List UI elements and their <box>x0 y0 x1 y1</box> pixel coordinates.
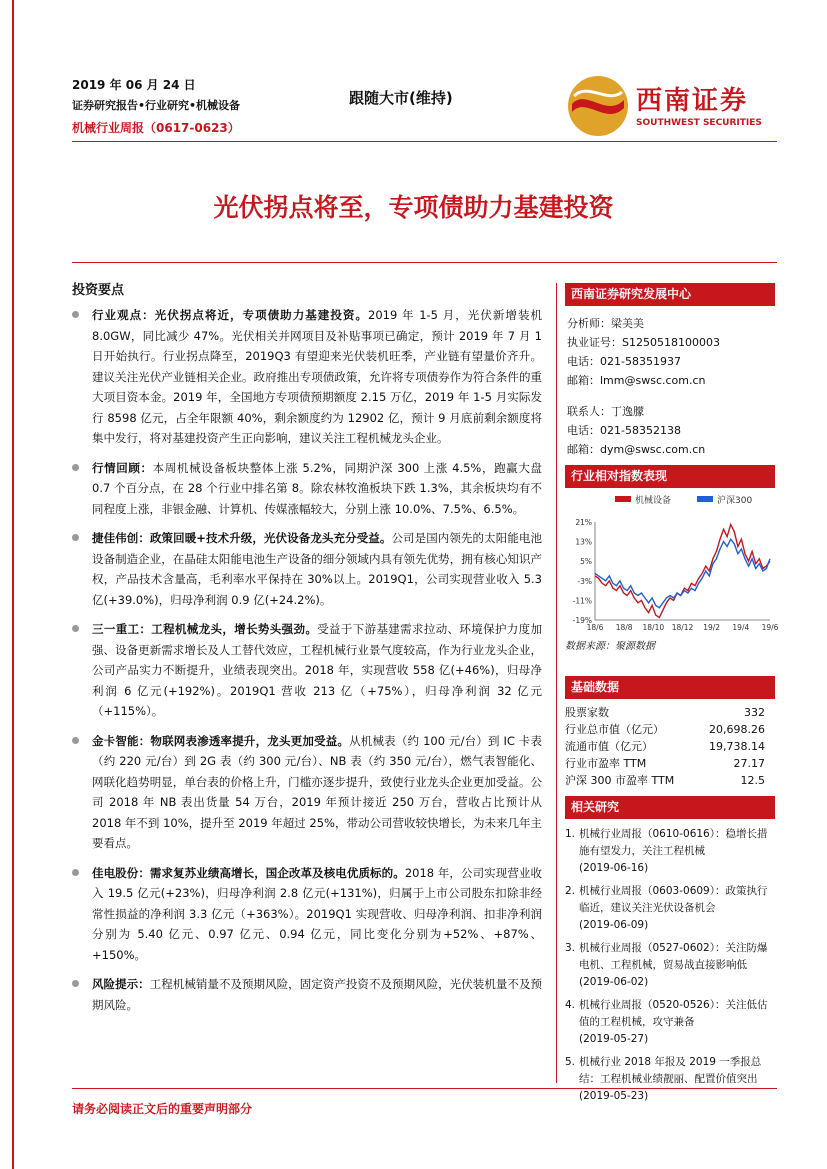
legend-swatch <box>615 496 631 502</box>
list-item[interactable] <box>565 1054 775 1105</box>
contact-email: 邮箱：dym@swsc.com.cn <box>567 443 706 456</box>
table-row <box>565 772 775 789</box>
bullet-head: 佳电股份：需求复苏业绩高增长，国企改革及核电优质标的。 <box>92 865 405 880</box>
y-tick-label: 5% <box>580 557 592 567</box>
related-date: (2019-05-23) <box>579 1090 649 1102</box>
x-tick-label: 19/2 <box>703 623 721 632</box>
item-number: 4. <box>565 999 576 1011</box>
bullet-head: 金卡智能：物联网表渗透率提升，龙头更加受益。 <box>92 733 350 748</box>
bullet-head: 捷佳伟创：政策回暖+技术升级，光伏设备龙头充分受益。 <box>92 531 392 545</box>
related-date: (2019-06-02) <box>579 976 649 988</box>
bullet-head: 行情回顾： <box>92 460 153 475</box>
x-tick-label: 18/8 <box>615 623 633 632</box>
list-item <box>72 974 542 1015</box>
sidebar-basic-data <box>565 676 775 789</box>
bullet-head: 三一重工：工程机械龙头，增长势头强劲。 <box>92 622 318 636</box>
title-rule <box>72 262 777 263</box>
row-value: 19,738.14 <box>709 740 765 753</box>
y-tick-label: 13% <box>575 537 592 547</box>
logo-emblem-icon <box>566 74 630 138</box>
related-date: (2019-06-09) <box>579 919 649 931</box>
related-title: 机械行业周报（0603-0609）：政策执行临近，建议关注光伏设备机会 <box>579 885 768 914</box>
company-logo <box>566 74 776 138</box>
list-item <box>72 863 542 966</box>
y-tick-label: -3% <box>577 576 592 586</box>
related-title: 机械行业周报（0610-0616）：稳增长措施有望发力，关注工程机械 <box>579 828 768 857</box>
logo-en-text: SOUTHWEST SECURITIES <box>636 118 762 128</box>
sidebar-divider <box>556 283 557 1083</box>
legend-label: 沪深300 <box>717 496 753 506</box>
report-type: 证券研究报告•行业研究•机械设备 <box>72 99 241 112</box>
x-tick-label: 19/4 <box>732 623 750 632</box>
list-item <box>72 619 542 722</box>
x-tick-label: 18/10 <box>642 623 665 632</box>
list-item[interactable] <box>565 826 775 877</box>
bullet-dot-icon <box>72 464 79 471</box>
bullet-body: 公司是国内领先的太阳能电池设备制造企业，在晶硅太阳能电池生产设备的细分领域内具有领先优势，拥有核心知识产权，产品技术含量高，毛利率水平保持在 30%以上。2019Q1，公司实现营业收入 5.3 亿(+39.0%)，归母净利润 0.9 亿(+24.2%)。 <box>92 531 542 607</box>
section-heading: 投资要点 <box>72 283 125 298</box>
x-tick-label: 19/6 <box>761 623 779 632</box>
footer-rule <box>72 1088 777 1089</box>
footer-disclaimer: 请务必阅读正文后的重要声明部分 <box>72 1102 253 1116</box>
relative-index-chart <box>565 492 779 637</box>
y-tick-label: 21% <box>575 518 592 527</box>
rating: 跟随大市(维持) <box>349 89 453 107</box>
list-item <box>72 458 542 520</box>
bullet-dot-icon <box>72 534 79 541</box>
row-label: 股票家数 <box>565 706 609 719</box>
analyst-name: 分析师：梁美美 <box>567 317 644 330</box>
bullet-dot-icon <box>72 625 79 632</box>
contact-phone: 电话：021-58352138 <box>567 424 681 437</box>
item-number: 5. <box>565 1056 576 1068</box>
table-row <box>565 738 775 755</box>
bullet-dot-icon <box>72 980 79 987</box>
bullet-dot-icon <box>72 869 79 876</box>
item-number: 1. <box>565 828 576 840</box>
contact-name: 联系人：丁逸朦 <box>567 405 644 418</box>
bullet-body: 受益于下游基建需求拉动、环境保护力度加强、设备更新需求增长及人工替代效应，工程机械行业景气度较高，作为行业龙头企业，公司产品实力不断提升，业绩表现突出。2018 年，实现营收 558 亿(+46%)，归母净利润 6 亿元(+192%)。2019Q1 营收 213 亿（+75%），归母净利润 32 亿元（+115%）。 <box>92 622 543 718</box>
list-item <box>72 731 542 854</box>
item-number: 2. <box>565 885 576 897</box>
sidebar-heading: 基础数据 <box>565 676 775 699</box>
report-date: 2019 年 06 月 24 日 <box>72 78 196 92</box>
chart-source: 数据来源：聚源数据 <box>565 641 655 652</box>
analyst-phone: 电话：021-58351937 <box>567 355 681 368</box>
row-label: 流通市值（亿元） <box>565 740 653 753</box>
row-value: 20,698.26 <box>709 723 765 736</box>
bullet-body: 2018 年，公司实现营业收入 19.5 亿元(+23%)，归母净利润 2.8 亿元(+131%)，归属于上市公司股东扣除非经常性损益的净利润 3.3 亿元（+363%）。2019Q1 实现营收、归母净利润、扣非净利润分别为 5.40 亿元、0.97 亿元、0.94 亿元，同比变化分别为+52%、+87%、+150%。 <box>92 865 543 962</box>
table-row <box>565 755 775 772</box>
sidebar-heading: 相关研究 <box>565 796 775 819</box>
x-tick-label: 18/12 <box>671 623 694 632</box>
page-title: 光伏拐点将至，专项债助力基建投资 <box>213 193 614 222</box>
bullet-body: 2019 年 1-5 月，光伏新增装机 8.0GW，同比减少 47%。光伏相关并网项目及补贴事项已确定，预计 2019 年 7 月 1 日开始执行。行业拐点降至，2019Q3 有望迎来光伏装机旺季，产业链有望量价齐升。建议关注光伏产业链相关企业。政府推出专项债政策，允许将专项债券作为符合条件的重大项目资本金。2019 年，全国地方专项债预期额度 2.15 万亿，2019 年 1-5 月实际发行 8598 亿元，占全年限额 40%，剩余额度约为 12902 亿，预计 9 月底前剩余额度将集中发行，将对基建投资产生正向影响，建议关注工程机械龙头企业。 <box>92 308 543 445</box>
item-number: 3. <box>565 942 576 954</box>
y-tick-label: -11% <box>572 596 592 606</box>
row-label: 行业市盈率 TTM <box>565 757 647 770</box>
list-item[interactable] <box>565 940 775 991</box>
row-value: 27.17 <box>733 757 765 770</box>
analyst-license: 执业证号：S1250518100003 <box>567 336 720 349</box>
table-row <box>565 721 775 738</box>
list-item <box>72 528 542 610</box>
list-item[interactable] <box>565 997 775 1048</box>
analyst-email: 邮箱：lmm@swsc.com.cn <box>567 374 706 387</box>
legend-label: 机械设备 <box>635 496 672 506</box>
logo-cn-text: 西南证券 <box>636 86 749 116</box>
legend-swatch <box>697 496 713 502</box>
sidebar-heading: 西南证券研究发展中心 <box>565 283 775 306</box>
series-line <box>595 525 770 618</box>
related-title: 机械行业周报（0520-0526）：关注低估值的工程机械，攻守兼备 <box>579 999 768 1028</box>
bullet-head: 风险提示： <box>92 977 150 991</box>
header-rule <box>72 141 777 142</box>
related-title: 机械行业 2018 年报及 2019 一季报总结：工程机械业绩靓丽、配置价值突出 <box>579 1056 762 1085</box>
related-title: 机械行业周报（0527-0602）：关注防爆电机、工程机械，贸易战直接影响低 <box>579 942 768 971</box>
bullet-head: 行业观点：光伏拐点将近，专项债助力基建投资。 <box>92 308 368 322</box>
list-item <box>72 305 542 449</box>
bullet-dot-icon <box>72 311 79 318</box>
sidebar-heading: 行业相对指数表现 <box>565 465 775 488</box>
sidebar-chart-block <box>565 465 779 652</box>
x-tick-label: 18/6 <box>586 623 604 632</box>
key-points <box>72 305 542 1024</box>
row-label: 行业总市值（亿元） <box>565 723 664 736</box>
sidebar-related-research <box>565 796 775 1111</box>
related-date: (2019-06-16) <box>579 862 649 874</box>
bullet-body: 从机械表（约 100 元/台）到 IC 卡表（约 220 元/台）到 2G 表（约 300 元/台）、NB 表（约 350 元/台），燃气表智能化、网联化趋势明显，单台表的价格上升，门槛亦逐步提升，致使行业龙头企业更加受益。公司 2018 年 NB 表出货量 54 万台，2019 年预计接近 250 万台，营收占比预计从 2018 年不到 10%，提升至 2019 年超过 25%，带动公司营收较快增长，为未来几年主要看点。 <box>92 733 542 850</box>
bullet-dot-icon <box>72 737 79 744</box>
row-label: 沪深 300 市盈率 TTM <box>565 774 675 787</box>
report-series: 机械行业周报（0617-0623） <box>72 121 240 135</box>
list-item[interactable] <box>565 883 775 934</box>
related-date: (2019-05-27) <box>579 1033 649 1045</box>
row-value: 12.5 <box>740 774 765 787</box>
bullet-body: 本周机械设备板块整体上涨 5.2%，同期沪深 300 上涨 4.5%，跑赢大盘 0.7 个百分点，在 28 个行业中排名第 8。除农林牧渔板块下跌 1.3%，其余板块均有不同程度上涨，非银金融、计算机、传媒涨幅较大，分别上涨 10.0%、7.5%、6.5%。 <box>92 460 542 516</box>
sidebar-research-center <box>565 283 775 459</box>
row-value: 332 <box>744 706 765 719</box>
table-row <box>565 704 775 721</box>
y-tick-label: -19% <box>572 616 592 625</box>
left-margin-rule <box>12 0 14 1169</box>
bullet-body: 工程机械销量不及预期风险，固定资产投资不及预期风险，光伏装机量不及预期风险。 <box>92 977 543 1012</box>
